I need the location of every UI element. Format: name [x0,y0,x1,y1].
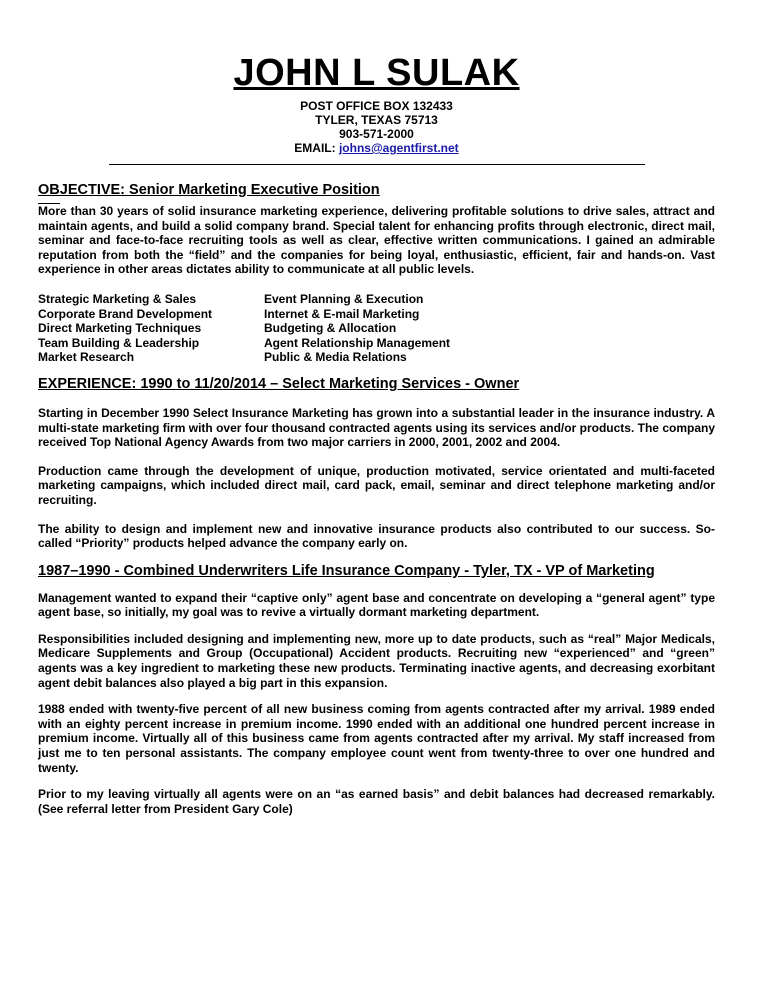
skills-list [38,292,715,365]
skill-item: Corporate Brand Development [38,306,213,321]
address-block [38,99,715,155]
objective-paragraph: More than 30 years of solid insurance marketing experience, delivering profitable solutions to drive sales, attract and maintain agents, and build a solid company brand. Special talent for enhancing profits through electronic, direct mail, seminar and face-to-face recruiting tools as well as clear, effective written communications. I gained an admirable reputation from both the “field” and the companies for being loyal, enthusiastic, efficient, fair and hands-on. Vast experience in other areas dictates ability to communicate at all public levels. [38,204,715,277]
resume-page [38,52,715,816]
job2-paragraph-4: Prior to my leaving virtually all agents were on an “as earned basis” and debit balances had decreased remarkably. (See referral letter from President Gary Cole) [38,787,715,816]
experience-paragraph-2: Production came through the development of unique, production motivated, service orientated and multi-faceted marketing campaigns, which included direct mail, card pack, email, seminar and direct telephone marketing and/or recruiting. [38,463,715,507]
job2-paragraph-1: Management wanted to expand their “captive only” agent base and concentrate on developing a “general agent” type agent base, so initially, my goal was to revive a virtually dormant marketing department. [38,590,715,620]
phone-number: 903-571-2000 [339,127,414,141]
email-label: EMAIL: [294,141,336,155]
email-link[interactable]: johns@agentfirst.net [338,141,459,155]
header-divider [38,155,715,167]
address-line-2: TYLER, TEXAS 75713 [315,113,438,127]
candidate-name: JOHN L SULAK [233,52,520,94]
skill-item: Public & Media Relations [264,350,407,365]
skill-item: Team Building & Leadership [38,335,200,350]
job2-paragraph-3: 1988 ended with twenty-five percent of all new business coming from agents contracted after my arrival. 1989 ended with an eighty percent increase in premium income. 1990 ended with an additional one hundred percent increase in premium income. Virtually all of this business came from agents contracted after my arrival. My staff increased from just me to ten personal assistants. The company employee count went from twenty-three to over one hundred and twenty. [38,702,715,775]
skill-item: Internet & E-mail Marketing [264,306,420,321]
skill-item: Budgeting & Allocation [264,321,397,336]
skill-item: Event Planning & Execution [264,291,424,306]
experience-paragraph-1: Starting in December 1990 Select Insurance Marketing has grown into a substantial leader in the insurance industry. A multi-state marketing firm with over four thousand contracted agents using its services and/or products. The company received Top National Agency Awards from two major carriers in 2000, 2001, 2002 and 2004. [38,405,715,450]
skill-item: Agent Relationship Management [264,335,451,350]
skills-column-right [264,292,450,365]
email-line [38,141,715,155]
objective-heading: OBJECTIVE: Senior Marketing Executive Position [38,182,380,198]
skills-column-left [38,292,264,365]
skill-item: Strategic Marketing & Sales [38,291,197,306]
job2-paragraph-2: Responsibilities included designing and implementing new, more up to date products, such as “real” Major Medicals, Medicare Supplements and Group (Occupational) Accident products. Recruiting new “experienced” and “green” agents was a key ingredient to marketing these new products. Terminating inactive agents, and decreasing exorbitant agent debit balances also played a big part in this expansion. [38,631,715,690]
skill-item: Market Research [38,350,135,365]
address-line-1: POST OFFICE BOX 132433 [300,99,453,113]
job2-heading: 1987–1990 - Combined Underwriters Life Insurance Company - Tyler, TX - VP of Marketing [38,562,655,579]
skill-item: Direct Marketing Techniques [38,321,202,336]
experience-heading: EXPERIENCE: 1990 to 11/20/2014 – Select Marketing Services - Owner [38,375,520,392]
experience-paragraph-3: The ability to design and implement new and innovative insurance products also contributed to our success. So-called “Priority” products helped advance the company early on. [38,521,715,551]
